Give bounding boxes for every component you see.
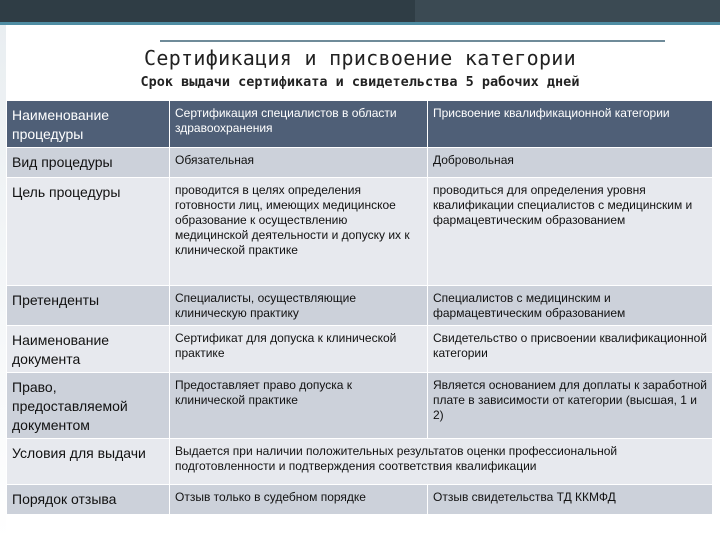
cell-category: Специалистов с медицинским и фармацевтическим образованием: [428, 286, 713, 326]
top-banner-stripe: [0, 22, 720, 25]
table-row: [7, 286, 713, 326]
cell-category: Добровольная: [428, 148, 713, 178]
top-banner-accent: [415, 0, 720, 22]
table-row: [7, 101, 713, 148]
cell-certification: Сертификат для допуска к клинической практике: [170, 326, 428, 373]
cell-certification: Сертификация специалистов в области здравоохранения: [170, 101, 428, 148]
cell-category: Присвоение квалификационной категории: [428, 101, 713, 148]
row-label: Наименование документа: [7, 326, 170, 373]
row-label: Претенденты: [7, 286, 170, 326]
certification-table: [6, 100, 713, 515]
table-row: [7, 373, 713, 439]
page-subtitle: Срок выдачи сертификата и свидетельства 5 рабочих дней: [140, 74, 580, 90]
table-row: [7, 485, 713, 515]
row-label: Наименование процедуры: [7, 101, 170, 148]
row-label: Условия для выдачи: [7, 439, 170, 485]
cell-category: Отзыв свидетельства ТД ККМФД: [428, 485, 713, 515]
cell-certification: проводится в целях определения готовности лиц, имеющих медицинское образование к осуществлению медицинской деятельности и допуску их к клинической практике: [170, 178, 428, 286]
cell-certification: Обязательная: [170, 148, 428, 178]
cell-certification: Предоставляет право допуска к клинической практике: [170, 373, 428, 439]
title-underline: [160, 40, 665, 42]
table-row: [7, 326, 713, 373]
row-label: Порядок отзыва: [7, 485, 170, 515]
row-label: Вид процедуры: [7, 148, 170, 178]
cell-category: Является основанием для доплаты к заработной плате в зависимости от категории (высшая, 1 и 2): [428, 373, 713, 439]
table-row: [7, 178, 713, 286]
row-label: Право, предоставляемой документом: [7, 373, 170, 439]
cell-certification: Отзыв только в судебном порядке: [170, 485, 428, 515]
cell-category: Свидетельство о присвоении квалификационной категории: [428, 326, 713, 373]
cell-certification: Специалисты, осуществляющие клиническую практику: [170, 286, 428, 326]
table-row: [7, 148, 713, 178]
cell-merged: Выдается при наличии положительных результатов оценки профессиональной подготовленности и подтверждения соответствия квалификации: [170, 439, 713, 485]
page-title: Сертификация и присвоение категории: [144, 46, 576, 70]
table-row: [7, 439, 713, 485]
top-banner: [0, 0, 720, 24]
row-label: Цель процедуры: [7, 178, 170, 286]
cell-category: проводиться для определения уровня квалификации специалистов с медицинским и фармацевтическим образованием: [428, 178, 713, 286]
